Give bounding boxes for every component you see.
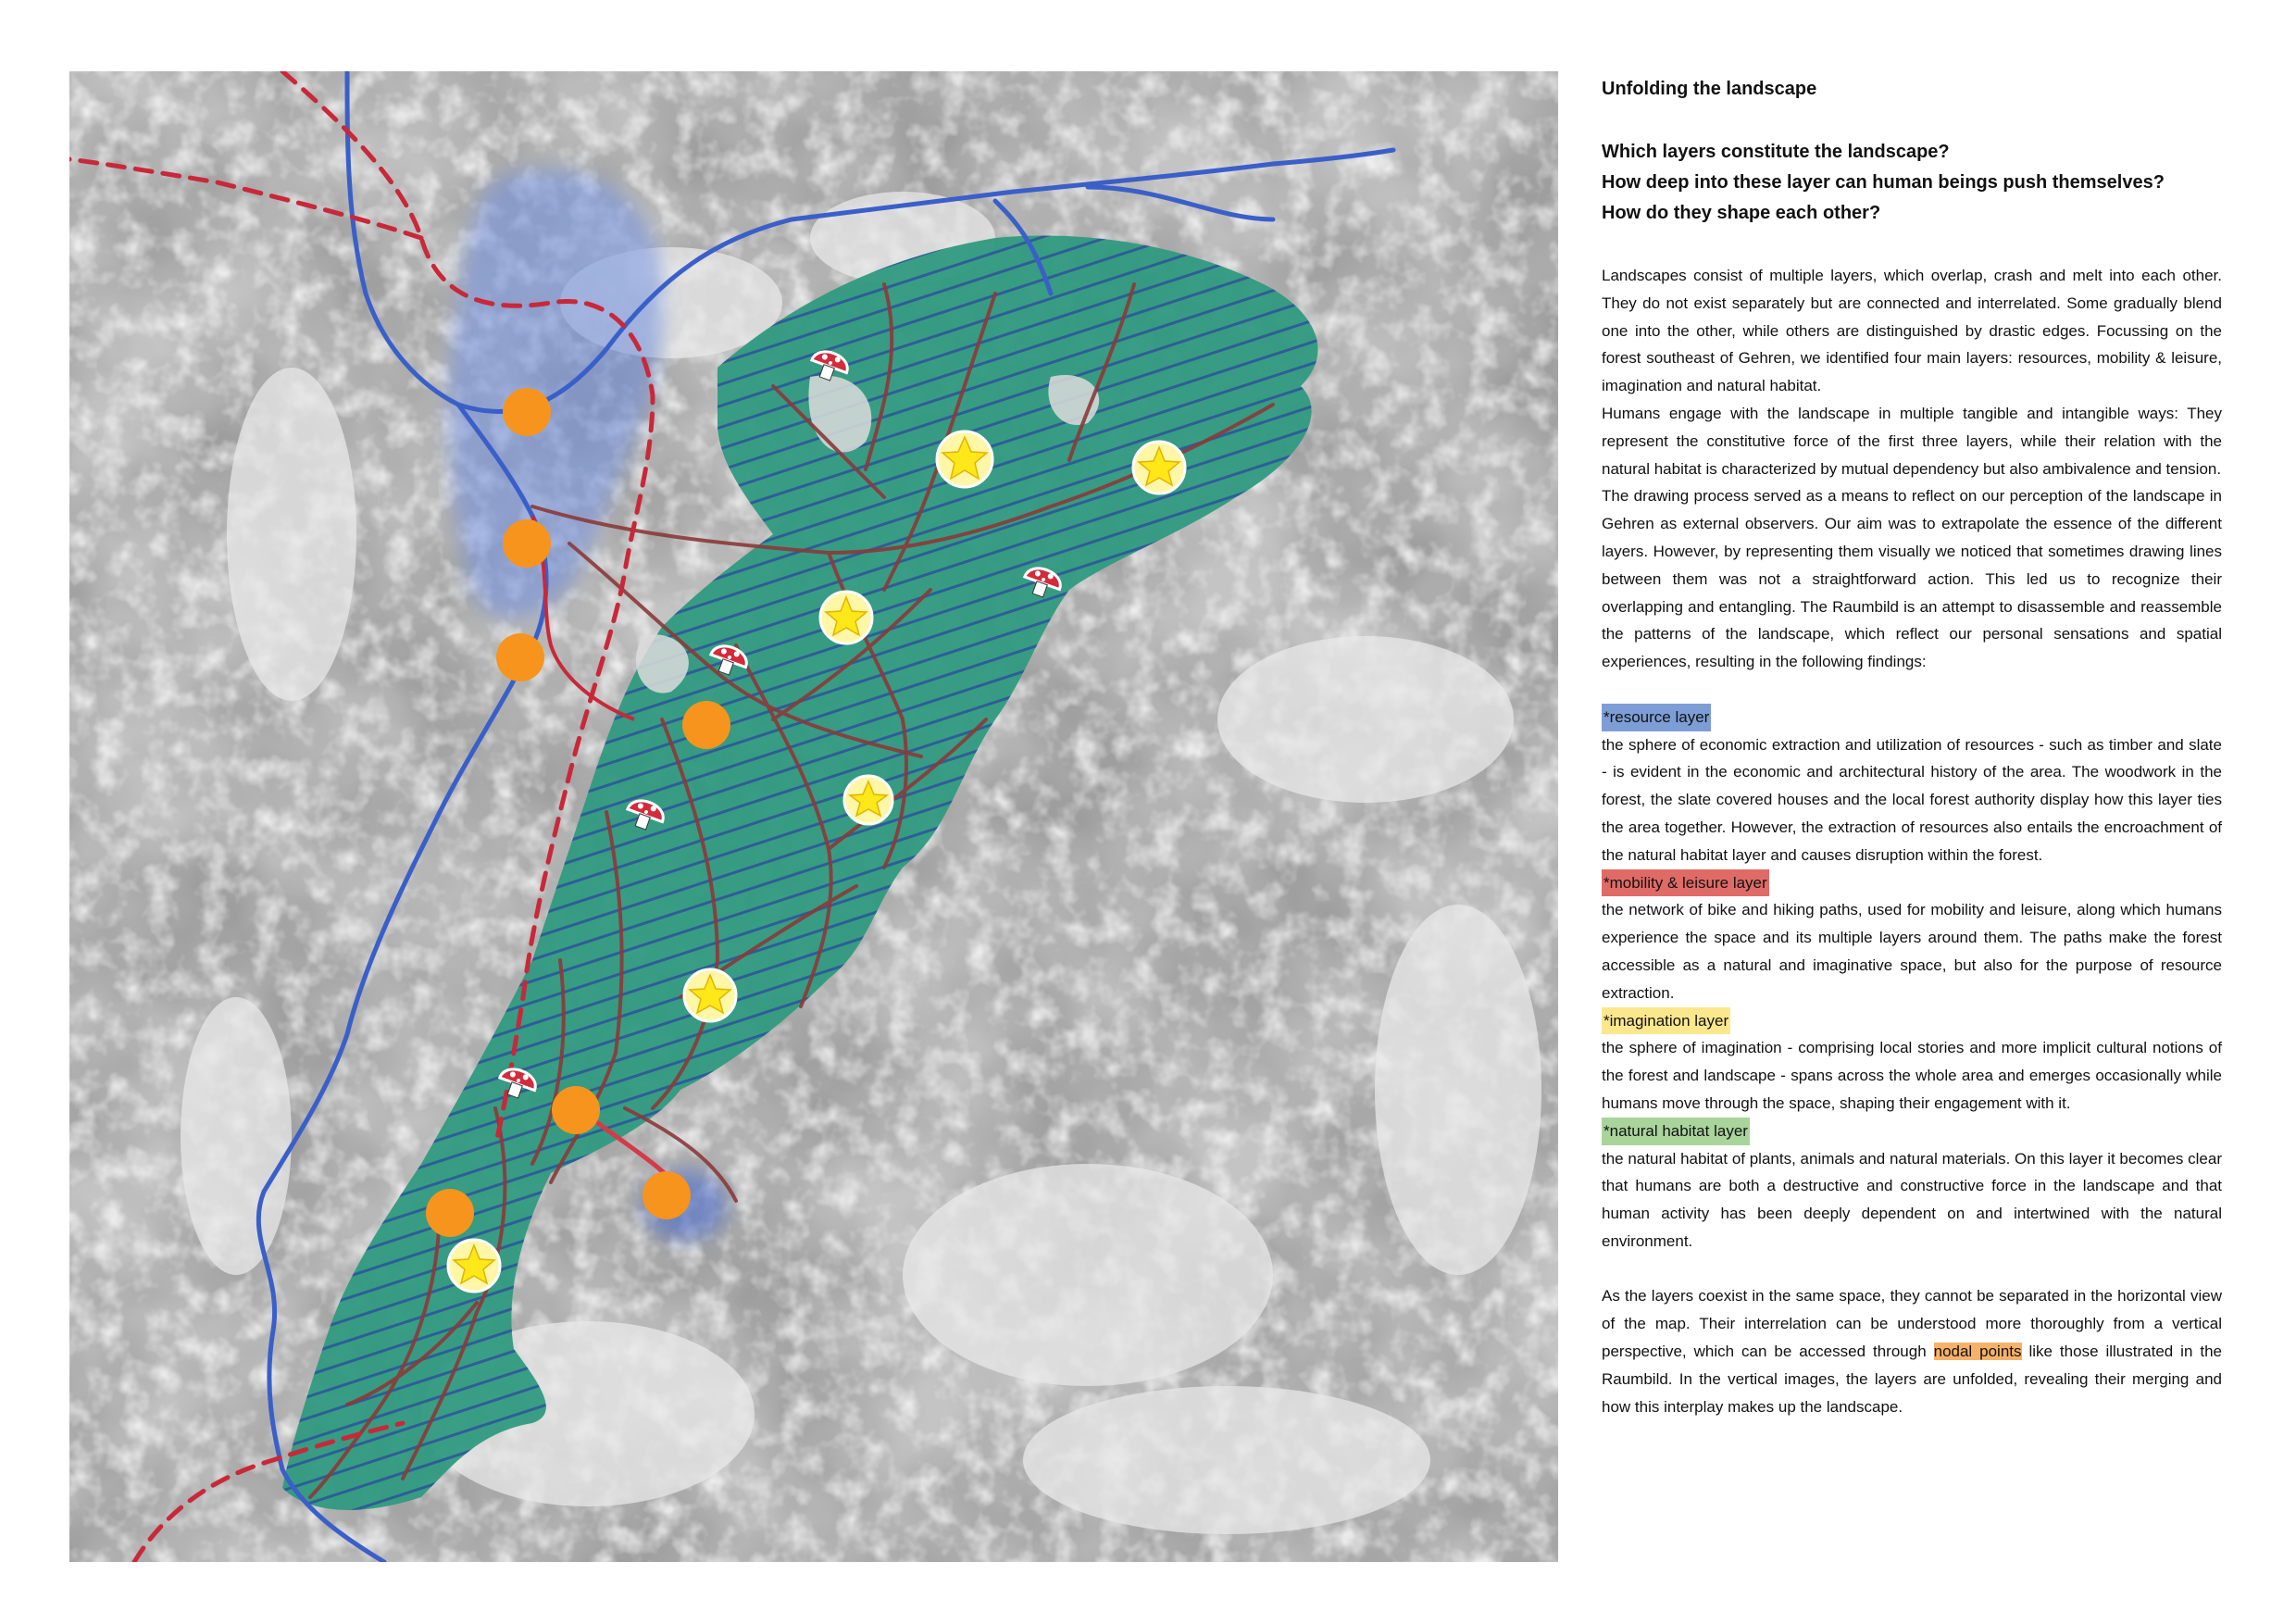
intro-paragraph-2: Humans engage with the landscape in multiple tangible and intangible ways: They represent the constitutive force of the first three layers, while their relation with the natural habitat is characterized by mutual dependency but also ambivalence and tension. bbox=[1602, 404, 2222, 478]
mobility-layer-label: *mobility & leisure layer bbox=[1602, 869, 1769, 897]
question-1: Which layers constitute the landscape? bbox=[1602, 142, 1950, 162]
orange-node-icon bbox=[503, 388, 551, 436]
natural-habitat-layer-text: the natural habitat of plants, animals and natural materials. On this layer it becomes clear that humans are both a destructive and constructive force in the landscape and that human activity has been deeply dependent on and intertwined with the natural environment. bbox=[1602, 1149, 2222, 1250]
questions bbox=[1602, 137, 2222, 229]
imagination-layer-section bbox=[1602, 1007, 2222, 1118]
nodal-points-highlight: nodal points bbox=[1933, 1343, 2022, 1361]
yellow-star-icon bbox=[820, 592, 872, 643]
orange-node-icon bbox=[643, 1171, 691, 1219]
yellow-star-icon bbox=[937, 431, 992, 487]
resource-layer-text: the sphere of economic extraction and utilization of resources - such as timber and slate - is evident in the economic and architectural history of the area. The woodwork in the forest, the slate covered houses and the local forest authority display how this layer ties the area together. However, the extraction of resources also entails the encroachment of the natural habitat layer and causes disruption within the forest. bbox=[1602, 735, 2222, 864]
yellow-star-icon bbox=[844, 776, 892, 824]
resource-layer-section bbox=[1602, 704, 2222, 869]
resource-layer-label: *resource layer bbox=[1602, 704, 1711, 731]
orange-node-icon bbox=[503, 519, 551, 568]
orange-node-icon bbox=[552, 1086, 600, 1134]
yellow-star-icon bbox=[1133, 442, 1185, 493]
orange-node-icon bbox=[496, 633, 544, 681]
page-title: Unfolding the landscape bbox=[1602, 79, 1817, 99]
intro-paragraph-3: The drawing process served as a means to reflect on our perception of the landscape in Gehren as external observers. Our aim was to extrapolate the essence of the different layers. However, by representing them visually we noticed that sometimes drawing lines between them was not a straightforward action. This led us to recognize their overlapping and entangling. The Raumbild is an attempt to disassemble and reassemble the patterns of the landscape, which reflect our personal sensations and spatial experiences, resulting in the following findings: bbox=[1602, 487, 2222, 671]
orange-node-icon bbox=[426, 1189, 474, 1237]
map-drawing bbox=[69, 71, 1558, 1562]
closing-paragraph bbox=[1602, 1282, 2222, 1420]
closing-text-before: As the layers coexist in the same space, they cannot be separated in the horizontal view of the map. Their interrelation can be understood more thoroughly from a vertical perspective, which can be accessed through bbox=[1602, 1287, 2222, 1361]
intro-paragraph-1: Landscapes consist of multiple layers, which overlap, crash and melt into each other. They do not exist separately but are connected and interrelated. Some gradually blend one into the other, while others are distinguished by drastic edges. Focussing on the forest southeast of Gehren, we identified four main layers: resources, mobility & leisure, imagination and natural habitat. bbox=[1602, 267, 2222, 395]
natural-habitat-layer-label: *natural habitat layer bbox=[1602, 1118, 1750, 1145]
question-2: How deep into these layer can human beings push themselves? bbox=[1602, 172, 2165, 193]
mobility-layer-text: the network of bike and hiking paths, used for mobility and leisure, along which humans experience the space and its multiple layers around them. The paths make the forest accessible as a natural and imaginative space, but also for the purpose of resource extraction. bbox=[1602, 901, 2222, 1002]
question-3: How do they shape each other? bbox=[1602, 203, 1881, 223]
closing-text-after: like those illustrated in the Raumbild. In the vertical images, the layers are unfolded, revealing their merging and how this interplay makes up the landscape. bbox=[1602, 1343, 2222, 1416]
imagination-layer-text: the sphere of imagination - comprising local stories and more implicit cultural notions of the forest and landscape - spans across the whole area and emerges occasionally while humans move through the space, shaping their engagement with it. bbox=[1602, 1039, 2222, 1112]
natural-habitat-layer-section bbox=[1602, 1118, 2222, 1255]
yellow-star-icon bbox=[684, 969, 736, 1021]
imagination-layer-label: *imagination layer bbox=[1602, 1007, 1730, 1035]
orange-node-icon bbox=[682, 701, 730, 749]
yellow-star-icon bbox=[448, 1240, 500, 1292]
mobility-layer-section bbox=[1602, 869, 2222, 1007]
text-column bbox=[1602, 74, 2222, 1420]
landscape-map bbox=[69, 71, 1558, 1562]
